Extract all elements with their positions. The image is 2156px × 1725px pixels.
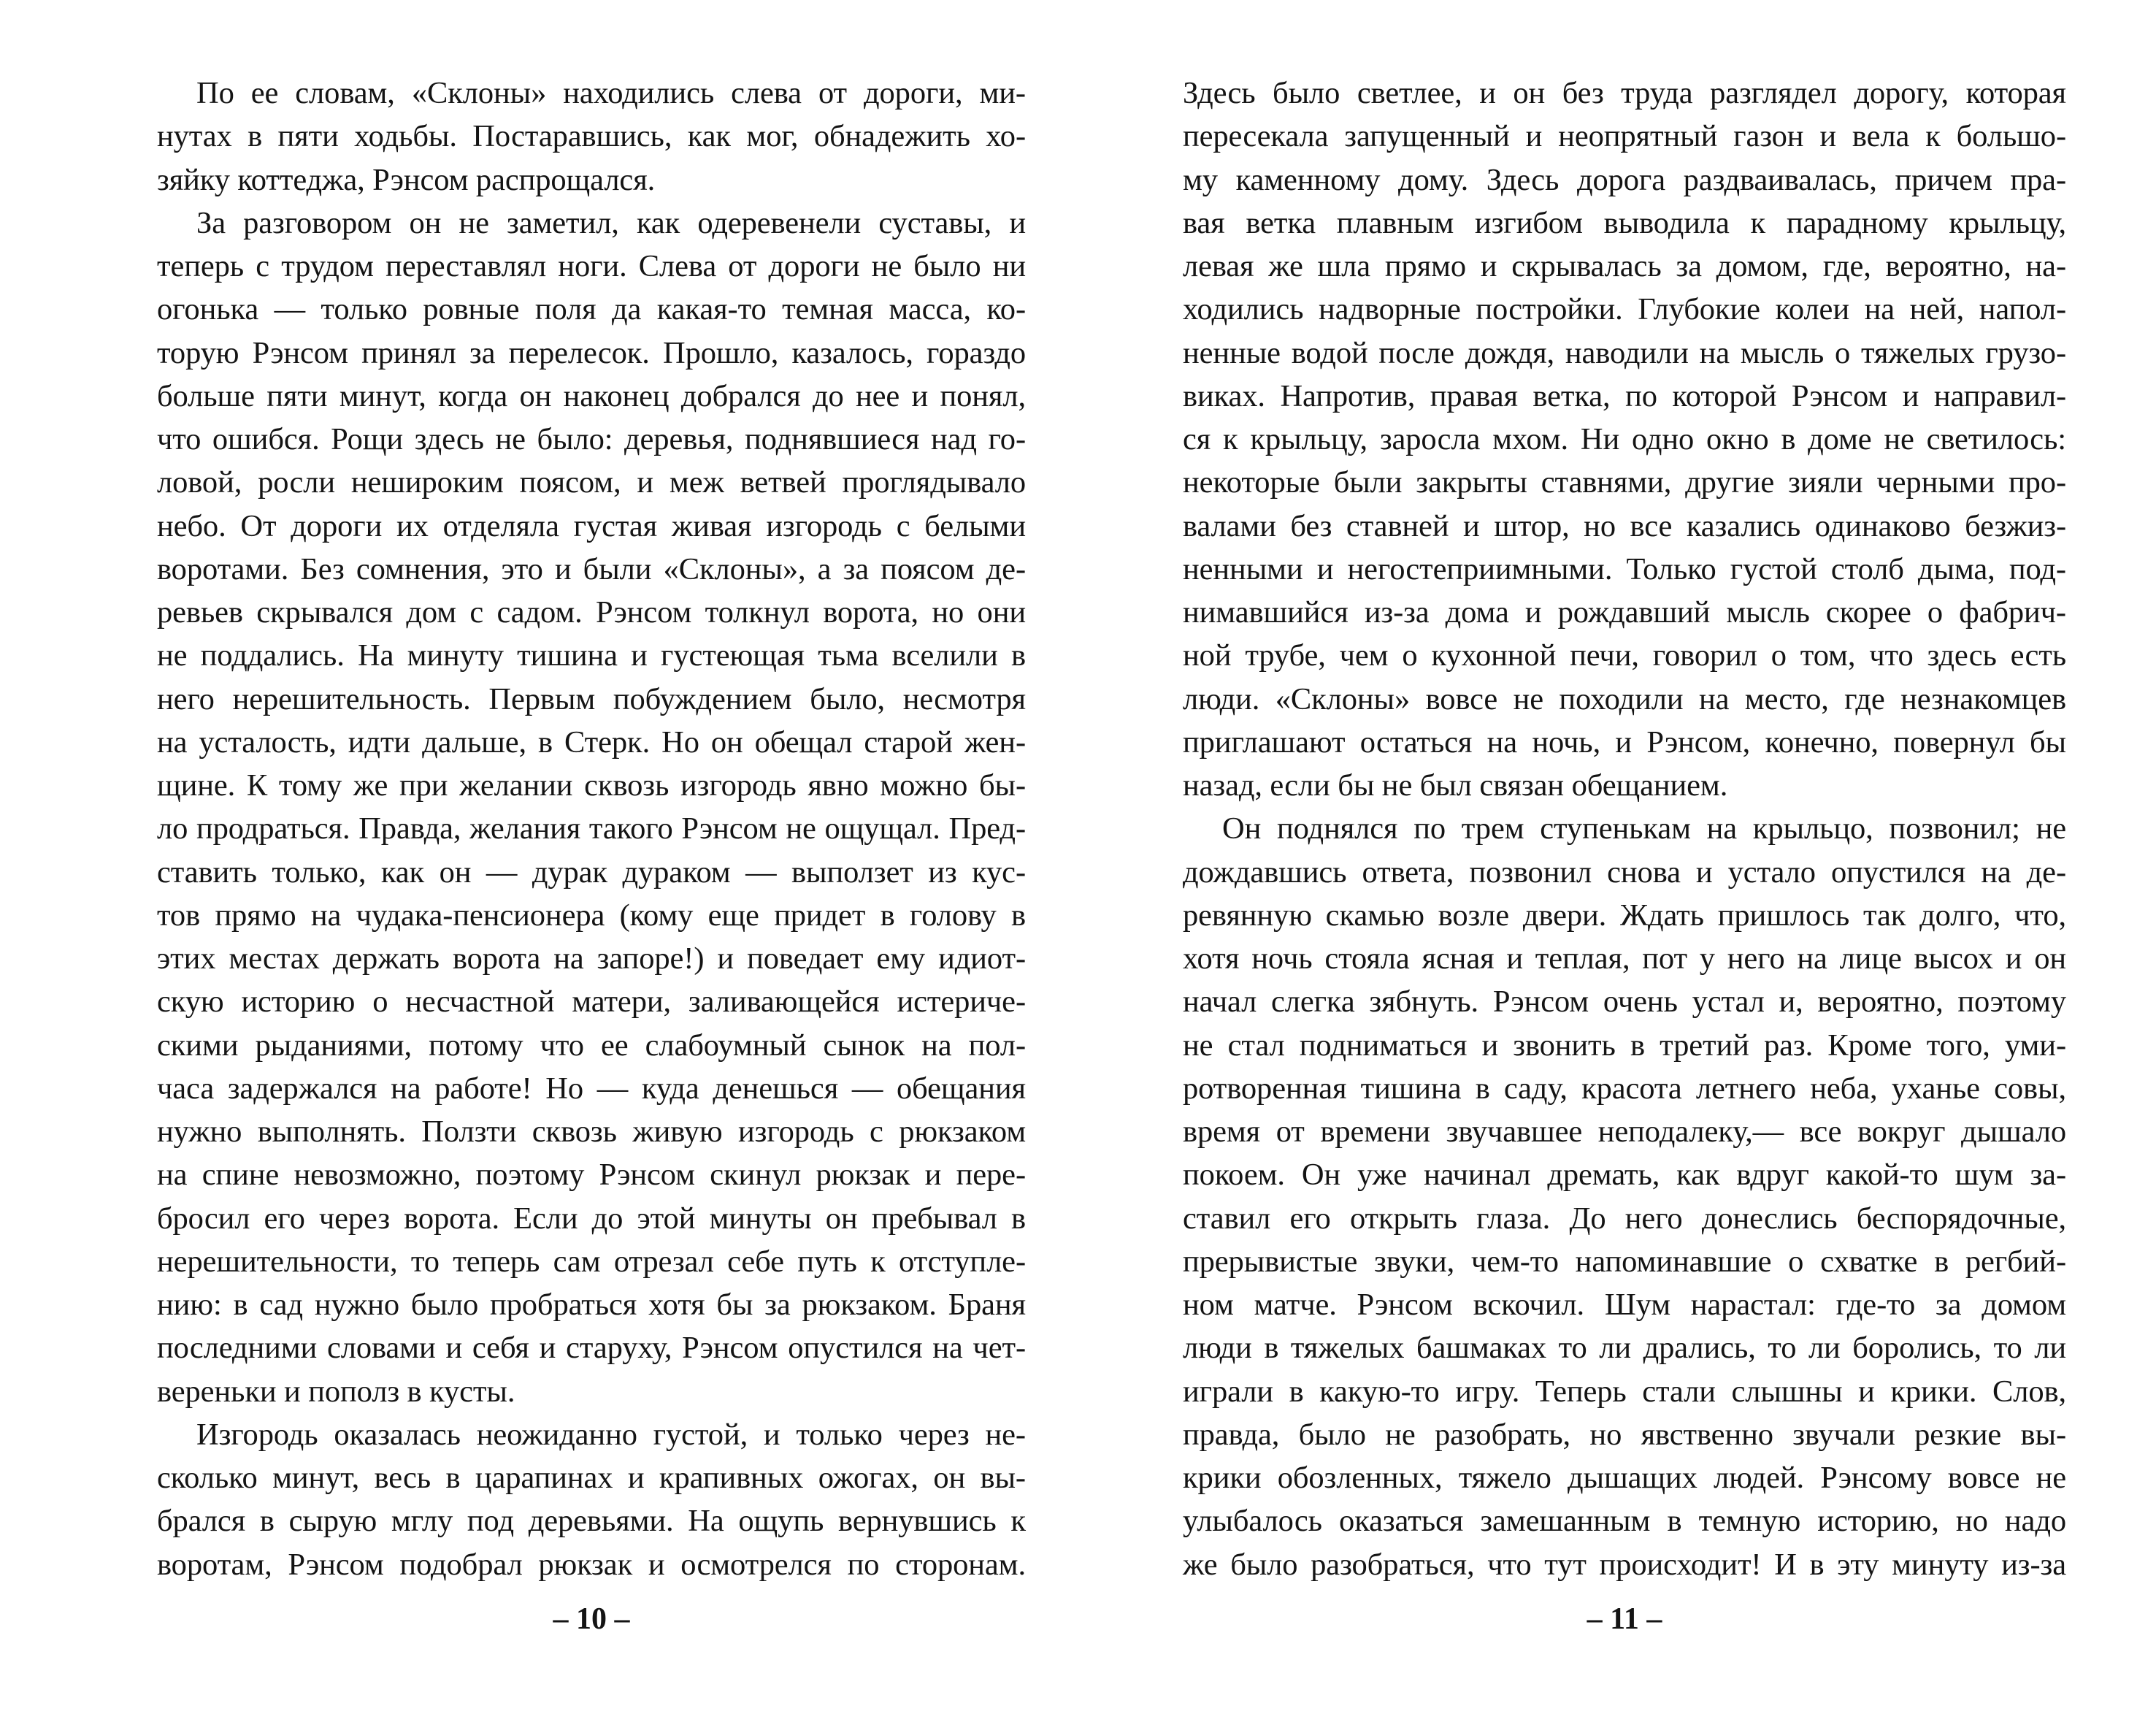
text-line: щине. К тому же при желании сквозь изгородь явно можно бы- [157, 768, 1026, 803]
text-line: нерешительности, то теперь сам отрезал себе путь к отступле- [157, 1244, 1026, 1279]
text-line: ревянную скамью возле двери. Ждать пришлось так долго, что, [1183, 898, 2066, 933]
text-line: За разговором он не заметил, как одеревенели суставы, и [196, 205, 1026, 240]
text-line: покоем. Он уже начинал дремать, как вдруг какой-то шум за- [1183, 1158, 2066, 1193]
text-line: на спине невозможно, поэтому Рэнсом скинул рюкзак и пере- [157, 1158, 1026, 1193]
text-line: больше пяти минут, когда он наконец добрался до нее и понял, [157, 378, 1026, 413]
text-line: ротворенная тишина в саду, красота летнего неба, уханье совы, [1183, 1071, 2066, 1106]
text-line: ной трубе, чем о кухонной печи, говорил о том, что здесь есть [1183, 638, 2066, 673]
text-line: скими рыданиями, потому что ее слабоумный сынок на пол- [157, 1028, 1026, 1063]
text-line: не поддались. На минуту тишина и густеющая тьма вселили в [157, 638, 1026, 673]
text-line: правда, было не разобрать, но явственно звучали резкие вы- [1183, 1417, 2066, 1452]
text-line: скую историю о несчастной матери, заливающейся истериче- [157, 984, 1026, 1020]
text-line: тов прямо на чудака-пенсионера (кому еще придет в голову в [157, 898, 1026, 933]
text-line: воротами. Без сомнения, это и были «Склоны», а за поясом де- [157, 551, 1026, 586]
text-line: хотя ночь стояла ясная и теплая, пот у него на лице высох и он [1183, 941, 2066, 976]
left-page-number: – 10 – [553, 1602, 630, 1636]
text-line: же было разобраться, что тут происходит! И в эту минуту из-за [1183, 1547, 2066, 1582]
text-line: нимавшийся из-за дома и рождавший мысль скорее о фабрич- [1183, 595, 2066, 630]
left-page [157, 72, 1026, 1634]
text-line: начал слегка зябнуть. Рэнсом очень устал и, вероятно, поэтому [1183, 984, 2066, 1020]
text-line: му каменному дому. Здесь дорога раздваивалась, причем пра- [1183, 162, 2066, 197]
text-line: нию: в сад нужно было пробраться хотя бы за рюкзаком. Браня [157, 1288, 1026, 1322]
text-line: ненные водой после дождя, наводили на мысль о тяжелых грузо- [1183, 335, 2066, 370]
text-line: что ошибся. Рощи здесь не было: деревья, поднявшиеся над го- [157, 422, 1026, 456]
text-line: люди в тяжелых башмаках то ли дрались, то ли боролись, то ли [1183, 1331, 2066, 1366]
text-line: на усталость, идти дальше, в Стерк. Но он обещал старой жен- [157, 724, 1026, 760]
text-line: него нерешительность. Первым побуждением было, несмотря [157, 681, 1026, 716]
text-line: этих местах держать ворота на запоре!) и поведает ему идиот- [157, 941, 1026, 976]
text-line: По ее словам, «Склоны» находились слева от дороги, ми- [196, 76, 1026, 110]
left-page-text [157, 72, 1026, 1586]
text-line: ставить только, как он — дурак дураком — выползет из кус- [157, 854, 1026, 890]
text-line: вая ветка плавным изгибом выводила к парадному крыльцу, [1183, 205, 2066, 240]
text-line: левая же шла прямо и скрывалась за домом, где, вероятно, на- [1183, 249, 2066, 283]
text-line: ло продраться. Правда, желания такого Рэнсом не ощущал. Пред- [157, 811, 1026, 846]
text-line: прерывистые звуки, чем-то напоминавшие о схватке в регбий- [1183, 1244, 2066, 1279]
text-line: виках. Напротив, правая ветка, по которой Рэнсом и направил- [1183, 378, 2066, 413]
text-line: дождавшись ответа, позвонил снова и устало опустился на де- [1183, 854, 2066, 890]
text-line: огонька — только ровные поля да какая-то темная масса, ко- [157, 292, 1026, 327]
text-line: зяйку коттеджа, Рэнсом распрощался. [157, 162, 656, 197]
text-line: ся к крыльцу, заросла мхом. Ни одно окно в доме не светилось: [1183, 422, 2066, 456]
text-line: ходились надворные постройки. Глубокие колеи на ней, напол- [1183, 292, 2066, 327]
text-line: последними словами и себя и старуху, Рэнсом опустился на чет- [157, 1331, 1026, 1366]
text-line: не стал подниматься и звонить в третий раз. Кроме того, уми- [1183, 1028, 2066, 1063]
text-line: вереньки и пополз в кусты. [157, 1374, 515, 1409]
text-line: нутах в пяти ходьбы. Постаравшись, как мог, обнадежить хо- [157, 119, 1026, 154]
text-line: торую Рэнсом принял за перелесок. Прошло, казалось, гораздо [157, 335, 1026, 370]
text-line: люди. «Склоны» вовсе не походили на место, где незнакомцев [1183, 681, 2066, 716]
text-line: ненными и негостеприимными. Только густой столб дыма, под- [1183, 551, 2066, 586]
text-line: небо. От дороги их отделяла густая живая изгородь с белыми [157, 508, 1026, 543]
text-line: Он поднялся по трем ступенькам на крыльцо, позвонил; не [1222, 811, 2066, 846]
text-line: воротам, Рэнсом подобрал рюкзак и осмотрелся по сторонам. [157, 1547, 1026, 1582]
text-line: ном матче. Рэнсом вскочил. Шум нарастал: где-то за домом [1183, 1288, 2066, 1322]
text-line: брался в сырую мглу под деревьями. На ощупь вернувшись к [157, 1504, 1026, 1539]
text-line: ставил его открыть глаза. До него донеслись беспорядочные, [1183, 1201, 2066, 1236]
text-line: часа задержался на работе! Но — куда денешься — обещания [157, 1071, 1026, 1106]
text-line: время от времени звучавшее неподалеку,— все вокруг дышало [1183, 1114, 2066, 1149]
text-line: приглашают остаться на ночь, и Рэнсом, конечно, повернул бы [1183, 724, 2066, 760]
right-page-number: – 11 – [1587, 1602, 1662, 1636]
text-line: валами без ставней и штор, но все казались одинаково безжиз- [1183, 508, 2066, 543]
text-line: пересекала запущенный и неопрятный газон и вела к большо- [1183, 119, 2066, 154]
text-line: теперь с трудом переставлял ноги. Слева от дороги не было ни [157, 249, 1026, 283]
text-line: сколько минут, весь в царапинах и крапивных ожогах, он вы- [157, 1461, 1026, 1495]
text-line: Здесь было светлее, и он без труда разглядел дорогу, которая [1183, 76, 2066, 110]
text-line: ревьев скрывался дом с садом. Рэнсом толкнул ворота, но они [157, 595, 1026, 630]
text-line: бросил его через ворота. Если до этой минуты он пребывал в [157, 1201, 1026, 1236]
text-line: улыбалось оказаться замешанным в темную историю, но надо [1183, 1504, 2066, 1539]
text-line: нужно выполнять. Ползти сквозь живую изгородь с рюкзаком [157, 1114, 1026, 1149]
text-line: некоторые были закрыты ставнями, другие зияли черными про- [1183, 465, 2066, 500]
text-line: Изгородь оказалась неожиданно густой, и только через не- [196, 1417, 1026, 1452]
text-line: крики обозленных, тяжело дышащих людей. Рэнсому вовсе не [1183, 1461, 2066, 1495]
right-page-text [1183, 72, 2066, 1586]
text-line: играли в какую-то игру. Теперь стали слышны и крики. Слов, [1183, 1374, 2066, 1409]
text-line: ловой, росли нешироким поясом, и меж ветвей проглядывало [157, 465, 1026, 500]
text-line: назад, если бы не был связан обещанием. [1183, 768, 1728, 803]
right-page [1183, 72, 2066, 1634]
